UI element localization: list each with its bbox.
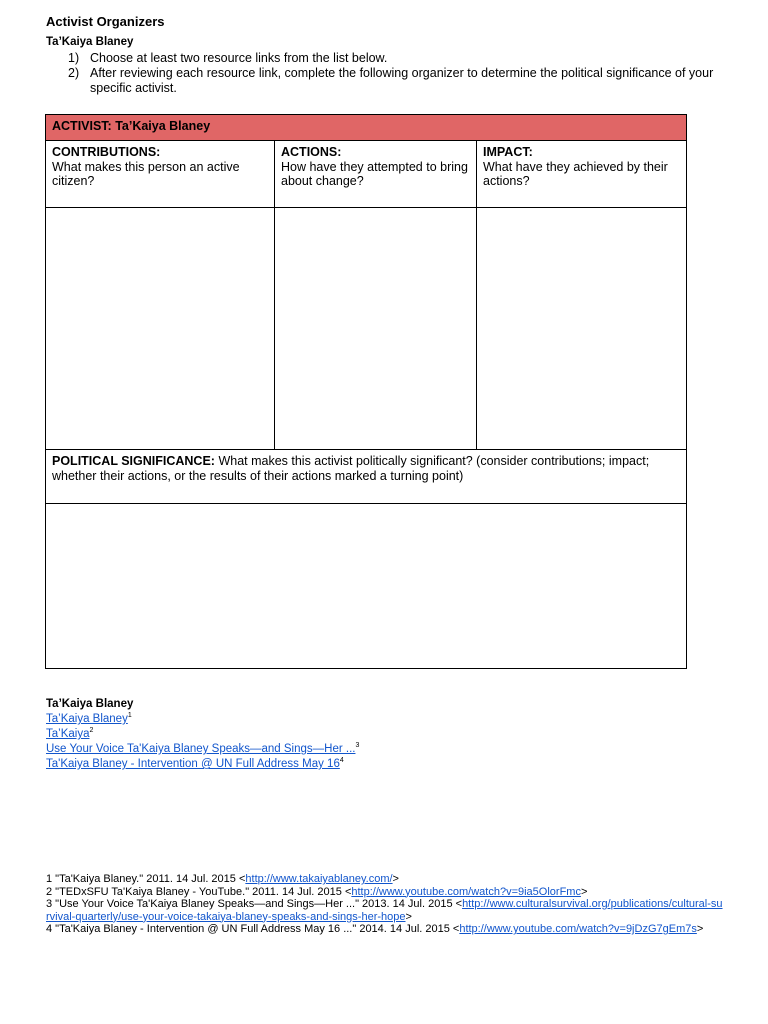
political-significance-label: POLITICAL SIGNIFICANCE: (52, 454, 215, 468)
instruction-text: After reviewing each resource link, complete the following organizer to determine the political significance of your specific activist. (90, 66, 714, 95)
footnote (46, 923, 726, 936)
actions-heading-cell (275, 141, 477, 208)
footnote-suffix: > (392, 873, 399, 885)
footnote-link[interactable]: http://www.youtube.com/watch?v=9ia5OlorFmc (351, 885, 581, 898)
impact-heading: IMPACT: (483, 145, 533, 159)
resource-link[interactable]: Ta’Kaiya Blaney (46, 713, 128, 725)
footnote-text: 2 "TEDxSFU Ta'Kaiya Blaney - YouTube." 2011. 14 Jul. 2015 < (46, 885, 352, 898)
footnote-link[interactable]: http://www.culturalsurvival.org/publications/cultural-survival-quarterly/use-your-voice-takaiya-blaney-speaks-and-sings-her-hope (46, 898, 723, 923)
resource-link[interactable]: Ta'Kaiya Blaney - Intervention @ UN Full Address May 16 (46, 758, 340, 770)
footnote-link[interactable]: http://www.takaiyablaney.com/ (245, 873, 393, 885)
contributions-heading-cell (46, 141, 275, 208)
footnote-text: 4 "Ta'Kaiya Blaney - Intervention @ UN Full Address May 16 ..." 2014. 14 Jul. 2015 < (46, 923, 460, 935)
political-significance-answer-cell[interactable] (46, 504, 687, 669)
footnote-link[interactable]: http://www.youtube.com/watch?v=9jDzG7gEm7s (459, 923, 697, 935)
activist-label: ACTIVIST: Ta’Kaiya Blaney (46, 115, 687, 141)
footnote-suffix: > (580, 885, 588, 898)
activist-row (46, 115, 687, 141)
actions-question: How have they attempted to bring about change? (281, 159, 468, 188)
footnote-ref: 1 (127, 712, 132, 719)
footnote-text: 3 "Use Your Voice Ta'Kaiya Blaney Speaks—and Sings—Her ..." 2013. 14 Jul. 2015 < (46, 898, 463, 910)
footnote-suffix: > (405, 910, 412, 923)
political-significance-question: What makes this activist politically significant? (consider contributions; impact; whether their actions, or the results of their actions marked a turning point) (52, 454, 650, 483)
resource-item (46, 727, 726, 742)
resource-link[interactable]: Use Your Voice Ta'Kaiya Blaney Speaks—and Sings—Her ... (46, 743, 356, 755)
instruction-number: 1) (68, 51, 80, 65)
resource-item (46, 742, 726, 757)
footnote-text: 1 "Ta'Kaiya Blaney." 2011. 14 Jul. 2015 < (46, 873, 246, 885)
answer-row (46, 208, 687, 450)
instruction-item (46, 66, 726, 96)
impact-answer-cell[interactable] (477, 208, 687, 450)
contributions-question: What makes this person an active citizen? (52, 159, 240, 188)
footnote-ref: 2 (89, 727, 94, 734)
contributions-answer-cell[interactable] (46, 208, 275, 450)
contributions-heading: CONTRIBUTIONS: (52, 145, 161, 159)
footnote (46, 873, 726, 886)
actions-heading: ACTIONS: (281, 145, 342, 159)
political-significance-answer-row (46, 504, 687, 669)
footnote (46, 886, 726, 899)
impact-heading-cell (477, 141, 687, 208)
resource-item (46, 712, 726, 727)
instructions-list (46, 51, 726, 96)
political-significance-row (46, 450, 687, 504)
resource-list (46, 697, 726, 772)
resource-list-title: Ta’Kaiya Blaney (46, 698, 134, 710)
page-title: Activist Organizers (46, 14, 165, 29)
footnotes (46, 873, 726, 936)
instruction-number: 2) (68, 66, 80, 80)
column-heading-row (46, 141, 687, 208)
instruction-text: Choose at least two resource links from the list below. (90, 51, 388, 65)
organizer-table (45, 114, 687, 669)
footnote (46, 898, 726, 923)
activist-subtitle: Ta’Kaiya Blaney (46, 36, 134, 48)
resource-link[interactable]: Ta’Kaiya (46, 728, 90, 740)
footnote-ref: 3 (355, 742, 360, 749)
political-significance-prompt (46, 450, 687, 504)
actions-answer-cell[interactable] (275, 208, 477, 450)
footnote-suffix: > (696, 923, 704, 935)
impact-question: What have they achieved by their actions? (483, 159, 668, 188)
footnote-ref: 4 (339, 757, 344, 764)
resource-item (46, 757, 726, 772)
instruction-item (46, 51, 726, 66)
